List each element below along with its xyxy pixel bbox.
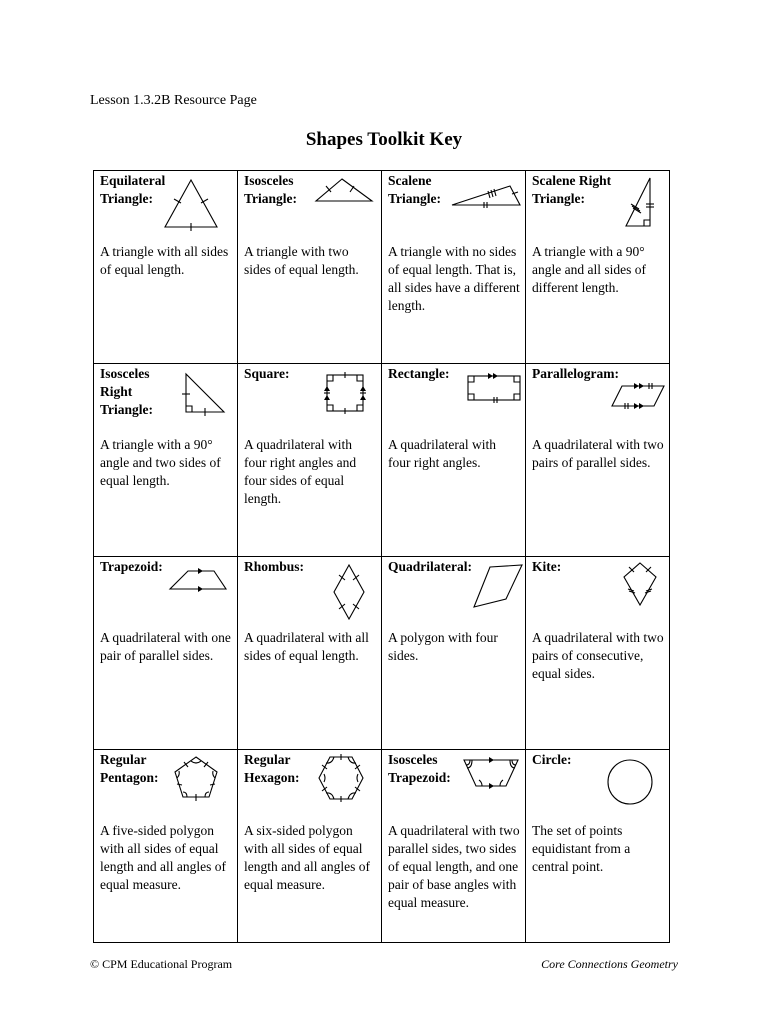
table-row	[94, 364, 670, 557]
shape-name: Scalene Right Triangle:	[532, 173, 612, 206]
shape-description: A six-sided polygon with all sides of equal length and all angles of equal measure.	[244, 823, 370, 892]
regular-pentagon-icon	[172, 754, 220, 802]
cell-rhombus	[238, 557, 382, 750]
cell-regular-hexagon	[238, 750, 382, 943]
rhombus-icon	[332, 563, 366, 621]
quadrilateral-icon	[472, 563, 524, 609]
isosceles-right-triangle-icon	[184, 372, 226, 414]
shape-name: Rhombus:	[244, 559, 305, 574]
shape-name: Isosceles Trapezoid:	[388, 752, 451, 785]
circle-icon	[606, 758, 654, 806]
shape-description: A polygon with four sides.	[388, 630, 498, 663]
shape-name: Trapezoid:	[100, 559, 163, 574]
cell-parallelogram	[526, 364, 670, 557]
cell-equilateral-triangle	[94, 171, 238, 364]
shape-name: Quadrilateral:	[388, 559, 472, 574]
shape-name: Regular Pentagon:	[100, 752, 159, 785]
lesson-label: Lesson 1.3.2B Resource Page	[90, 93, 257, 108]
isosceles-triangle-icon	[314, 177, 374, 203]
kite-icon	[622, 561, 658, 607]
table-row	[94, 171, 670, 364]
shape-name: Parallelogram:	[532, 366, 619, 381]
parallelogram-icon	[610, 384, 666, 410]
shape-description: A quadrilateral with four right angles.	[388, 437, 496, 470]
rectangle-icon	[466, 374, 522, 402]
shape-name: Circle:	[532, 752, 572, 767]
footer-copyright: © CPM Educational Program	[90, 957, 233, 971]
shape-description: A quadrilateral with one pair of parallel sides.	[100, 630, 231, 663]
shape-description: A triangle with all sides of equal length.	[100, 244, 229, 277]
shape-description: A triangle with a 90° angle and all sides of different length.	[532, 244, 646, 295]
cell-scalene-triangle	[382, 171, 526, 364]
shape-name: Scalene Triangle:	[388, 173, 441, 206]
cell-kite	[526, 557, 670, 750]
shape-name: Square:	[244, 366, 290, 381]
scalene-triangle-icon	[450, 183, 522, 207]
cell-regular-pentagon	[94, 750, 238, 943]
trapezoid-icon	[168, 569, 228, 591]
shape-description: A five-sided polygon with all sides of equal length and all angles of equal measure.	[100, 823, 226, 892]
regular-hexagon-icon	[316, 754, 366, 802]
equilateral-triangle-icon	[162, 177, 220, 229]
cell-isosceles-trapezoid	[382, 750, 526, 943]
cell-rectangle	[382, 364, 526, 557]
cell-square	[238, 364, 382, 557]
shape-name: Isosceles Right Triangle:	[100, 366, 153, 417]
shape-name: Regular Hexagon:	[244, 752, 300, 785]
shape-description: A quadrilateral with all sides of equal length.	[244, 630, 369, 663]
shape-description: The set of points equidistant from a central point.	[532, 823, 631, 874]
cell-scalene-right-triangle	[526, 171, 670, 364]
table-row	[94, 557, 670, 750]
table-row	[94, 750, 670, 943]
shapes-table	[93, 170, 670, 943]
shape-description: A quadrilateral with two pairs of consecutive, equal sides.	[532, 630, 664, 681]
shape-description: A triangle with no sides of equal length. That is, all sides have a different length.	[388, 244, 520, 313]
shape-description: A triangle with a 90° angle and two sides of equal length.	[100, 437, 221, 488]
cell-quadrilateral	[382, 557, 526, 750]
shape-name: Kite:	[532, 559, 562, 574]
shape-description: A quadrilateral with two pairs of parallel sides.	[532, 437, 664, 470]
scalene-right-triangle-icon	[624, 176, 654, 228]
shape-description: A triangle with two sides of equal length.	[244, 244, 359, 277]
isosceles-trapezoid-icon	[462, 758, 520, 788]
shape-name: Isosceles Triangle:	[244, 173, 297, 206]
shape-description: A quadrilateral with four right angles and four sides of equal length.	[244, 437, 357, 506]
shape-name: Rectangle:	[388, 366, 450, 381]
cell-trapezoid	[94, 557, 238, 750]
footer-book-title: Core Connections Geometry	[541, 957, 678, 971]
cell-isosceles-triangle	[238, 171, 382, 364]
square-icon	[324, 372, 366, 414]
shape-description: A quadrilateral with two parallel sides, two sides of equal length, and one pair of base angles with equal measure.	[388, 823, 520, 910]
cell-isosceles-right-triangle	[94, 364, 238, 557]
cell-circle	[526, 750, 670, 943]
page-title: Shapes Toolkit Key	[305, 129, 463, 150]
shape-name: Equilateral Triangle:	[100, 173, 166, 206]
